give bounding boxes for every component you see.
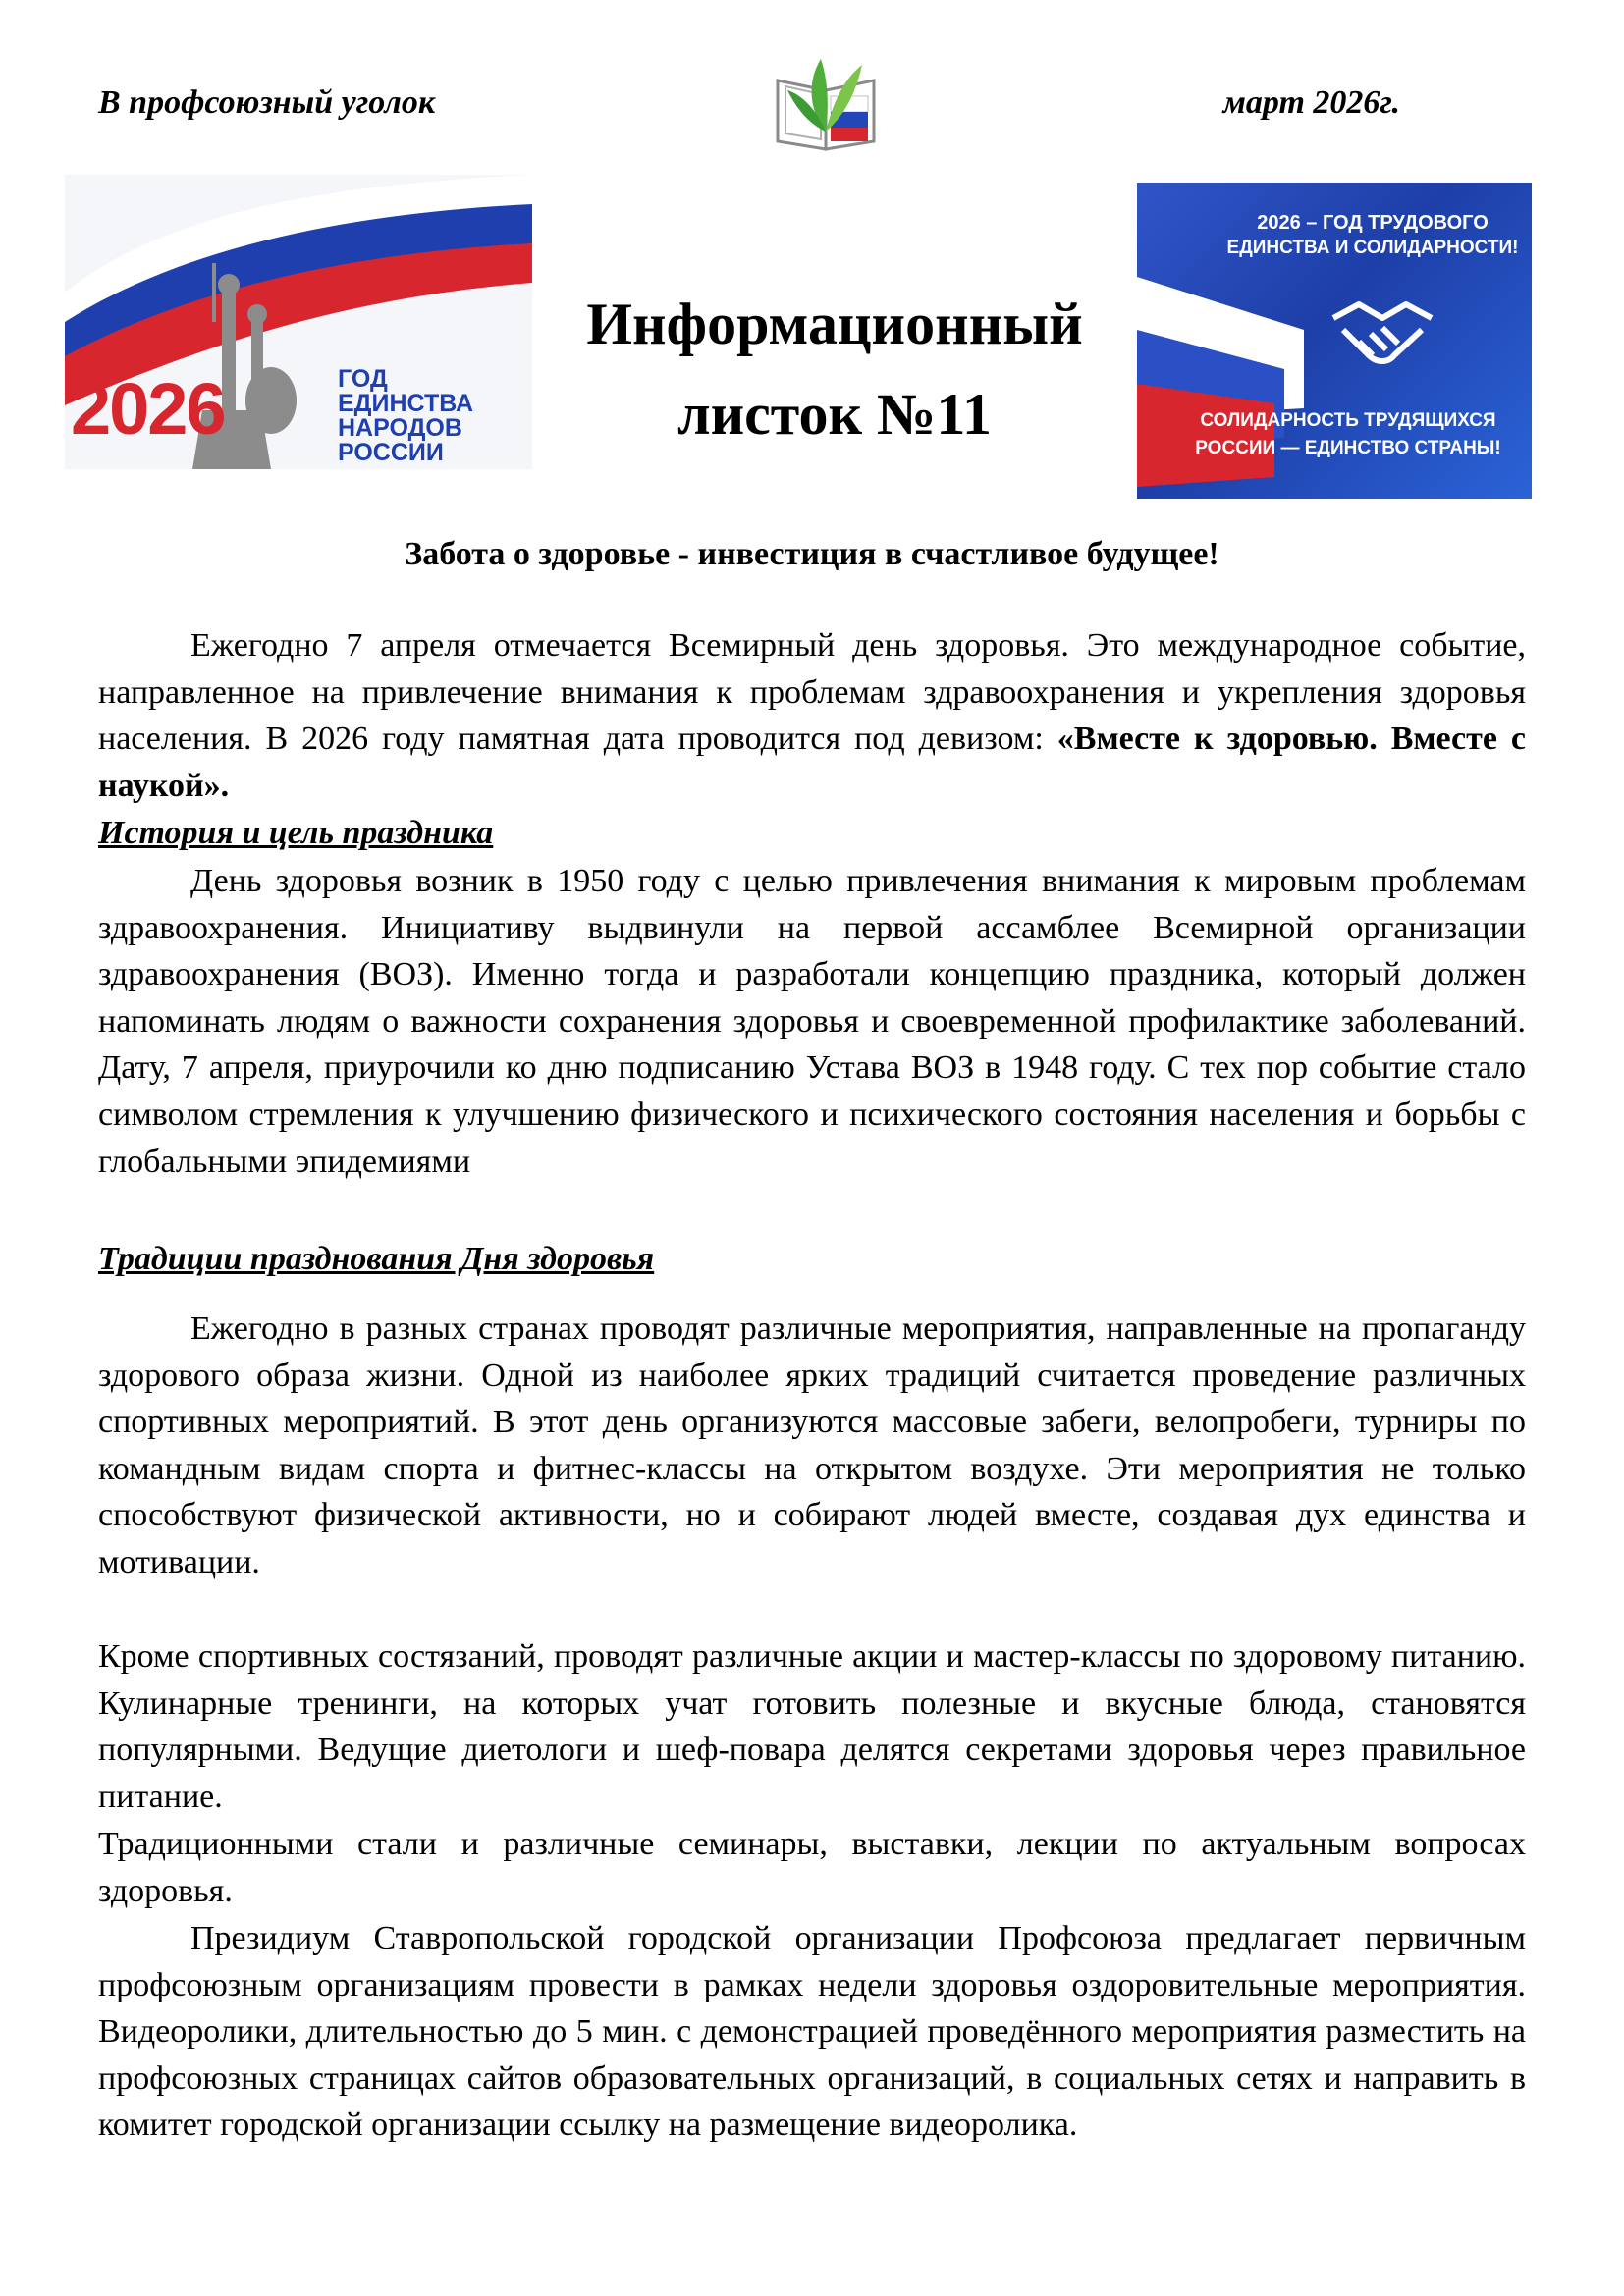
section-traditions-heading: Традиции празднования Дня здоровья: [98, 1241, 655, 1277]
unity-year-banner: [65, 175, 532, 497]
unity-line-4: РОССИИ: [338, 439, 444, 466]
page-title: [530, 279, 1139, 459]
unity-line-3: НАРОДОВ: [338, 414, 462, 442]
title-line-2: листок №11: [677, 382, 993, 447]
handshake-icon: [1333, 304, 1432, 361]
main-heading: Забота о здоровье - инвестиция в счастливое будущее!: [405, 536, 1219, 572]
traditions-paragraph-1: Ежегодно в разных странах проводят различные мероприятия, направленные на пропаганду здорового образа жизни. Одной из наиболее ярких традиций считается проведение различных спортивных мероприятий. В этот день организуются массовые забеги, велопробеги, турниры по командным видам спорта и фитнес-классы на открытом воздухе. Эти мероприятия не только способствуют физической активности, но и собирают людей вместе, создавая дух единства и мотивации.: [98, 1310, 1526, 1580]
header-left: В профсоюзный уголок: [98, 84, 436, 121]
traditions-paragraph-2: Кроме спортивных состязаний, проводят различные акции и мастер-классы по здоровому питанию. Кулинарные тренинги, на которых учат готовить полезные и вкусные блюда, становятся популярными. Ведущие диетологи и шеф-повара делятся секретами здоровья через правильное питание.: [98, 1638, 1526, 1815]
title-line-1: Информационный: [586, 292, 1083, 356]
labor-banner-top-2: ЕДИНСТВА И СОЛИДАРНОСТИ!: [1226, 238, 1519, 258]
intro-text: Ежегодно 7 апреля отмечается Всемирный день здоровья. Это международное событие, направленное на привлечение внимания к проблемам здравоохранения и укрепления здоровья населения. В 2026 году памятная дата проводится под девизом:: [98, 627, 1526, 758]
labor-solidarity-banner: [1137, 183, 1532, 499]
intro-motto: «Вместе к здоровью. Вместе с наукой».: [98, 721, 1526, 804]
traditions-paragraph-3: Традиционными стали и различные семинары, выставки, лекции по актуальным вопросах здоровья.: [98, 1826, 1526, 1909]
labor-banner-top-1: 2026 – ГОД ТРУДОВОГО: [1257, 212, 1489, 234]
section-history-paragraph: День здоровья возник в 1950 году с целью привлечения внимания к мировым проблемам здравоохранения. Инициативу выдвинули на первой ассамблее Всемирной организации здравоохранения (ВОЗ). Именно тогда и разработали концепцию праздника, который должен напоминать людям о важности сохранения здоровья и своевременной профилактике заболеваний. Дату, 7 апреля, приурочили ко дню подписанию Устава ВОЗ в 1948 году. С тех пор событие стало символом стремления к улучшению физического и психического состояния населения и борьбы с глобальными эпидемиями: [98, 863, 1526, 1180]
header-date: март 2026г.: [1222, 84, 1400, 121]
intro-paragraph: [98, 622, 1526, 809]
unity-line-2: ЕДИНСТВА: [338, 390, 474, 417]
traditions-paragraph-4: Президиум Ставропольской городской организации Профсоюза предлагает первичным профсоюзным организациям провести в рамках недели здоровья оздоровительные мероприятия. Видеоролики, длительностью до 5 мин. с демонстрацией проведённого мероприятия разместить на профсоюзных страницах сайтов образовательных организаций, в социальных сетях и направить в комитет городской организации ссылку на размещение видеоролика.: [98, 1920, 1526, 2144]
union-emblem-icon: [772, 35, 880, 153]
unity-line-1: ГОД: [338, 365, 388, 393]
labor-banner-bottom-2: РОССИИ — ЕДИНСТВО СТРАНЫ!: [1195, 438, 1501, 458]
labor-banner-bottom-1: СОЛИДАРНОСТЬ ТРУДЯЩИХСЯ: [1200, 410, 1496, 431]
unity-year-number: 2026: [71, 368, 225, 450]
section-history-heading: История и цель праздника: [98, 815, 494, 851]
